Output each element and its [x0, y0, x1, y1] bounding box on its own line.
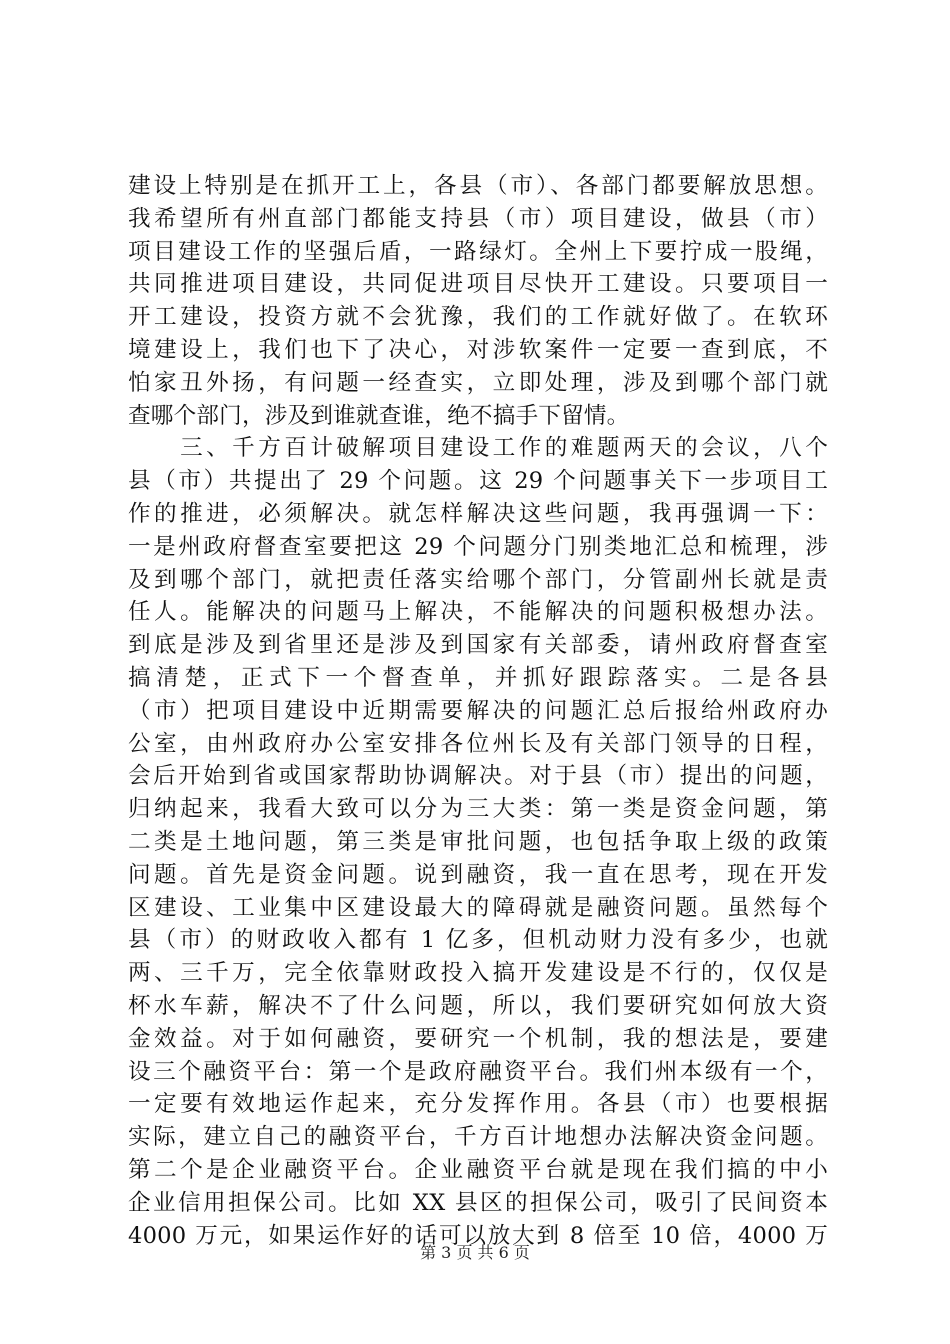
text-line: 及到哪个部门，就把责任落实给哪个部门，分管副州长就是责 [128, 566, 828, 593]
body-text [128, 170, 828, 1252]
text-line: 三、千方百计破解项目建设工作的难题两天的会议，八个 [128, 435, 828, 462]
text-line: 建设上特别是在抓开工上，各县（市）、各部门都要解放思想。 [128, 173, 828, 199]
text-line: 金效益。对于如何融资，要研究一个机制，我的想法是，要建 [128, 1025, 828, 1052]
text-line: 两、三千万，完全依靠财政投入搞开发建设是不行的，仅仅是 [128, 960, 828, 987]
text-line: 共同推进项目建设，共同促进项目尽快开工建设。只要项目一 [128, 271, 828, 298]
page-footer [0, 1240, 950, 1263]
text-line: 县（市）共提出了 29 个问题。这 29 个问题事关下一步项目工 [128, 468, 828, 495]
text-line: 搞清楚，正式下一个督查单，并抓好跟踪落实。二是各县 [128, 664, 828, 691]
text-line: 一是州政府督查室要把这 29 个问题分门别类地汇总和梳理，涉 [128, 533, 828, 560]
text-line: 任人。能解决的问题马上解决，不能解决的问题积极想办法。 [128, 599, 828, 626]
text-line: 怕家丑外扬，有问题一经查实，立即处理，涉及到哪个部门就 [128, 369, 828, 396]
text-line: 查哪个部门，涉及到谁就查谁，绝不搞手下留情。 [128, 402, 630, 429]
text-line: 归纳起来，我看大致可以分为三大类：第一类是资金问题，第 [128, 796, 828, 823]
text-line: 县（市）的财政收入都有 1 亿多，但机动财力没有多少，也就 [128, 927, 828, 954]
text-line: 一定要有效地运作起来，充分发挥作用。各县（市）也要根据 [128, 1091, 828, 1118]
text-line: 第二个是企业融资平台。企业融资平台就是现在我们搞的中小 [128, 1156, 828, 1183]
text-line: 区建设、工业集中区建设最大的障碍就是融资问题。虽然每个 [128, 894, 828, 921]
text-line: 会后开始到省或国家帮助协调解决。对于县（市）提出的问题， [128, 763, 828, 790]
text-line: 实际，建立自己的融资平台，千方百计地想办法解决资金问题。 [128, 1124, 828, 1151]
text-line: 问题。首先是资金问题。说到融资，我一直在思考，现在开发 [128, 861, 828, 888]
text-line: 二类是土地问题，第三类是审批问题，也包括争取上级的政策 [128, 828, 828, 855]
text-line: 我希望所有州直部门都能支持县（市）项目建设，做县（市） [128, 205, 828, 232]
text-line: 作的推进，必须解决。就怎样解决这些问题，我再强调一下： [128, 500, 828, 527]
text-line: 项目建设工作的坚强后盾，一路绿灯。全州上下要拧成一股绳， [128, 238, 828, 265]
text-line: 开工建设，投资方就不会犹豫，我们的工作就好做了。在软环 [128, 304, 828, 331]
text-line: 境建设上，我们也下了决心，对涉软案件一定要一查到底，不 [128, 336, 828, 363]
text-line: 4000 万元，如果运作好的话可以放大到 8 倍至 10 倍，4000 万 [128, 1222, 828, 1249]
text-line: 到底是涉及到省里还是涉及到国家有关部委，请州政府督查室 [128, 632, 828, 659]
page-number: 第 3 页 共 6 页 [420, 1243, 530, 1262]
text-line: 设三个融资平台：第一个是政府融资平台。我们州本级有一个， [128, 1058, 828, 1085]
text-line: 杯水车薪，解决不了什么问题，所以，我们要研究如何放大资 [128, 992, 828, 1019]
text-line: 企业信用担保公司。比如 XX 县区的担保公司，吸引了民间资本 [128, 1189, 828, 1216]
text-line: （市）把项目建设中近期需要解决的问题汇总后报给州政府办 [128, 697, 828, 724]
text-line: 公室，由州政府办公室安排各位州长及有关部门领导的日程， [128, 730, 828, 757]
